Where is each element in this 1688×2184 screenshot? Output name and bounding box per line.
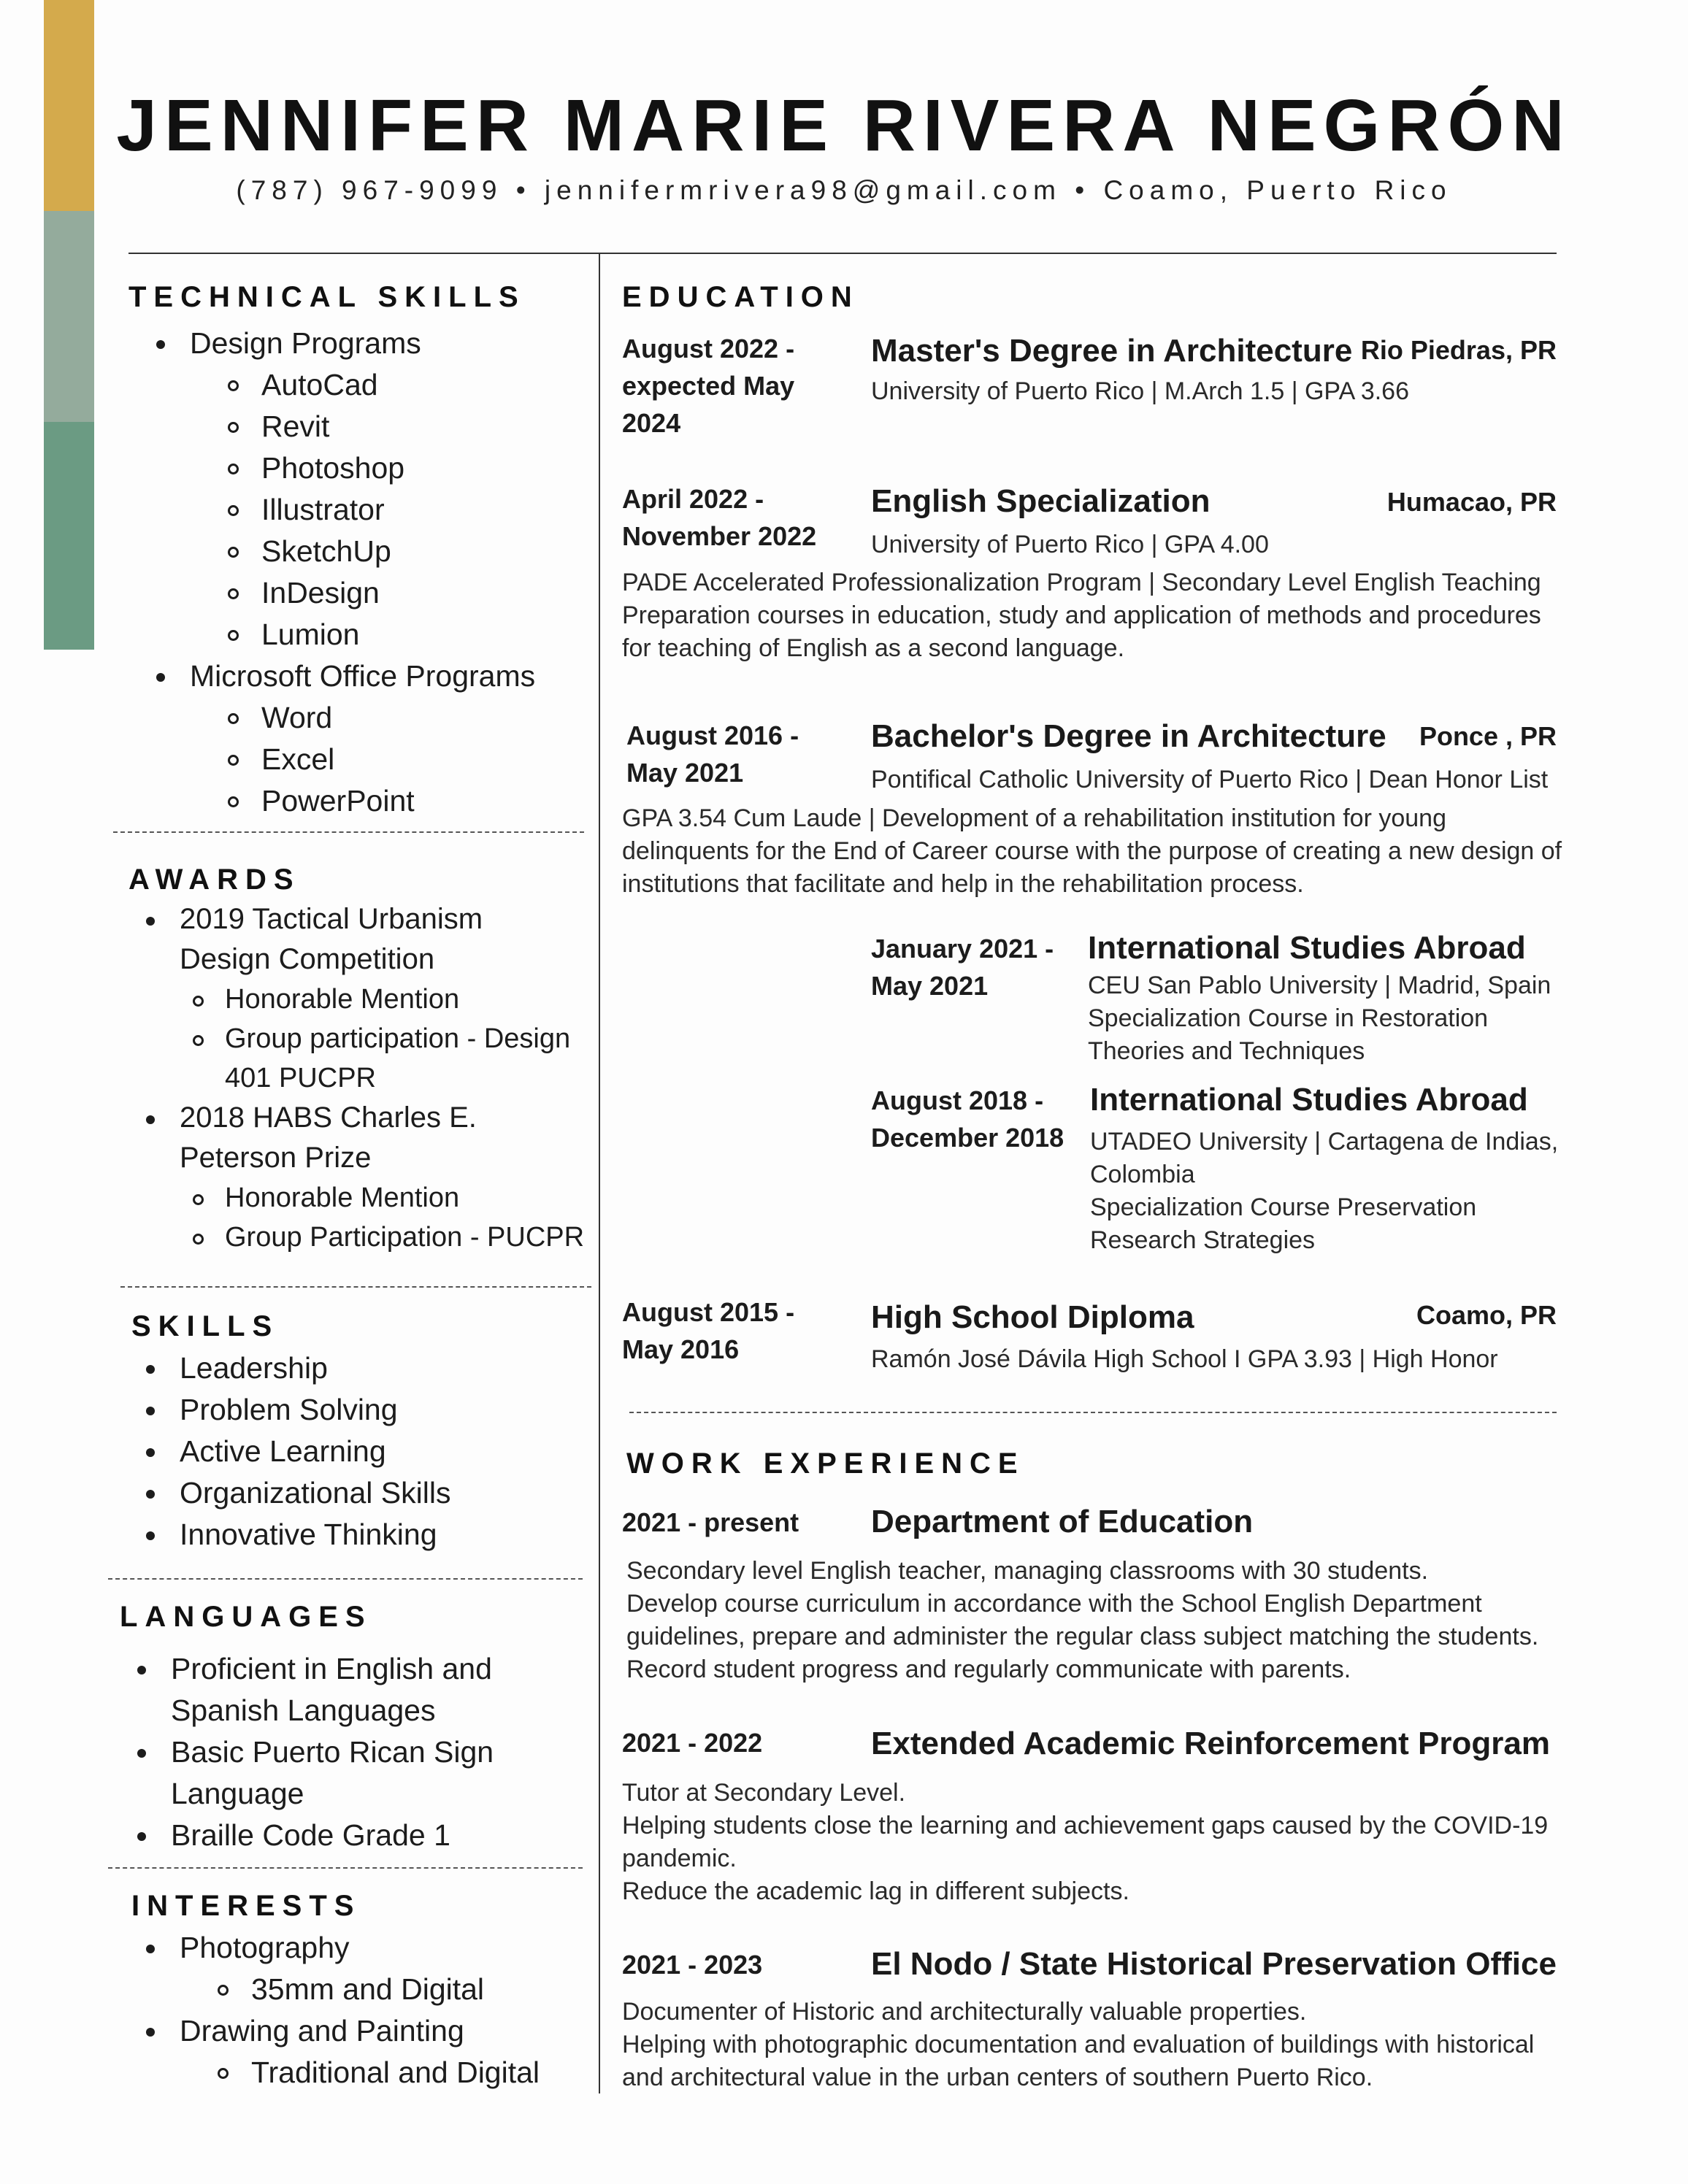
- accent-bar-sage: [44, 211, 94, 422]
- work-description: Documenter of Historic and architecturally valuable properties. Helping with photographic documentation and evaluation of buildings with historical and architectural value in the urban centers of southern Puerto Rico.: [622, 1998, 1535, 2091]
- list-item: Drawing and Painting Traditional and Digital: [145, 2010, 597, 2093]
- section-divider: [120, 1286, 591, 1288]
- education-description: GPA 3.54 Cum Laude | Development of a rehabilitation institution for young delinquents for the End of Career course with the purpose of creating a new design of institutions that facilitate and help in the rehabilitation process.: [622, 804, 1562, 898]
- list-item: AutoCad: [226, 364, 593, 406]
- technical-skills-heading: TECHNICAL SKILLS: [128, 281, 526, 313]
- education-date: January 2021 - May 2021: [871, 934, 1054, 1001]
- education-description: PADE Accelerated Professionalization Program | Secondary Level English Teaching Preparation courses in education, study and application of methods and procedures for teaching of English as a second language.: [622, 569, 1541, 662]
- education-title: International Studies Abroad: [1088, 930, 1526, 966]
- list-item: 2019 Tactical Urbanism Design Competition Honorable Mention Group participation - Design 401 PUCPR: [145, 899, 597, 1098]
- list-item: InDesign: [226, 572, 593, 614]
- resume-name: JENNIFER MARIE RIVERA NEGRÓN: [116, 85, 1572, 166]
- education-date: August 2018 - December 2018: [871, 1085, 1064, 1153]
- list-item: Proficient in English and Spanish Languages: [136, 1648, 588, 1731]
- list-item: Traditional and Digital: [216, 2052, 597, 2093]
- list-item: Group Participation - PUCPR: [191, 1218, 597, 1257]
- section-divider: [113, 831, 584, 833]
- education-details: UTADEO University | Cartagena de Indias, Colombia Specialization Course Preservation Research Strategies: [1090, 1128, 1559, 1254]
- education-details: CEU San Pablo University | Madrid, Spain Specialization Course in Restoration Theories and Techniques: [1088, 972, 1551, 1065]
- skills-list: [145, 1347, 583, 1556]
- education-details: Ramón José Dávila High School I GPA 3.93 | High Honor: [871, 1345, 1498, 1373]
- education-location: Coamo, PR: [1416, 1300, 1557, 1330]
- list-item: Revit: [226, 406, 593, 447]
- education-details: University of Puerto Rico | M.Arch 1.5 | GPA 3.66: [871, 377, 1409, 405]
- education-details: University of Puerto Rico | GPA 4.00: [871, 531, 1269, 558]
- languages-heading: LANGUAGES: [120, 1601, 372, 1633]
- list-item: 35mm and Digital: [216, 1969, 597, 2010]
- list-item: Active Learning: [145, 1431, 583, 1472]
- education-heading: EDUCATION: [622, 281, 859, 313]
- list-item: Leadership: [145, 1347, 583, 1389]
- work-date: 2021 - 2022: [622, 1728, 763, 1758]
- skills-heading: SKILLS: [131, 1310, 280, 1342]
- awards-list: [145, 899, 597, 1257]
- education-title: English Specialization: [871, 483, 1211, 519]
- education-title: High School Diploma: [871, 1299, 1194, 1335]
- list-item: Braille Code Grade 1: [136, 1815, 588, 1856]
- work-date: 2021 - 2023: [622, 1950, 763, 1980]
- education-details: Pontifical Catholic University of Puerto Rico | Dean Honor List: [871, 766, 1549, 793]
- list-item: Honorable Mention: [191, 980, 597, 1019]
- education-date: April 2022 - November 2022: [622, 484, 817, 551]
- education-title: International Studies Abroad: [1090, 1082, 1528, 1118]
- education-location: Humacao, PR: [1386, 487, 1557, 517]
- interests-heading: INTERESTS: [131, 1890, 361, 1922]
- column-divider: [599, 253, 600, 2093]
- list-item: Design Programs AutoCad Revit Photoshop Illustrator SketchUp InDesign Lumion: [155, 323, 593, 655]
- contact-line[interactable]: (787) 967-9099 • jennifermrivera98@gmail.com • Coamo, Puerto Rico: [236, 175, 1452, 205]
- work-date: 2021 - present: [622, 1507, 799, 1537]
- work-heading: WORK EXPERIENCE: [626, 1447, 1025, 1480]
- list-item: Word: [226, 697, 593, 739]
- list-item: Excel: [226, 739, 593, 780]
- header-divider: [128, 253, 1557, 254]
- list-item: Organizational Skills: [145, 1472, 583, 1514]
- list-item: Problem Solving: [145, 1389, 583, 1431]
- section-divider: [629, 1412, 1557, 1413]
- education-title: Master's Degree in Architecture: [871, 333, 1353, 369]
- work-title: El Nodo / State Historical Preservation Office: [871, 1946, 1557, 1982]
- education-date: August 2016 - May 2021: [626, 720, 799, 788]
- technical-skills-list: [155, 323, 593, 822]
- education-location: Ponce , PR: [1419, 721, 1557, 751]
- list-item: Photoshop: [226, 447, 593, 489]
- list-item: SketchUp: [226, 531, 593, 572]
- work-title: Extended Academic Reinforcement Program: [871, 1726, 1550, 1761]
- section-divider: [108, 1867, 583, 1869]
- accent-bar-green: [44, 422, 94, 650]
- work-description: Tutor at Secondary Level. Helping students close the learning and achievement gaps caused by the COVID-19 pandemic. Reduce the academic lag in different subjects.: [622, 1779, 1549, 1905]
- education-date: August 2022 - expected May 2024: [622, 334, 795, 438]
- section-divider: [108, 1578, 583, 1580]
- list-item: Group participation - Design 401 PUCPR: [191, 1019, 597, 1098]
- list-item: Microsoft Office Programs Word Excel PowerPoint: [155, 655, 593, 822]
- list-item: 2018 HABS Charles E. Peterson Prize Honorable Mention Group Participation - PUCPR: [145, 1098, 597, 1257]
- list-item: Illustrator: [226, 489, 593, 531]
- education-location: Rio Piedras, PR: [1360, 335, 1557, 365]
- list-item: Innovative Thinking: [145, 1514, 583, 1556]
- list-item: Photography 35mm and Digital: [145, 1927, 597, 2010]
- list-item: Lumion: [226, 614, 593, 655]
- languages-list: [136, 1648, 588, 1856]
- list-item: Basic Puerto Rican Sign Language: [136, 1731, 588, 1815]
- interests-list: [145, 1927, 597, 2093]
- list-item: PowerPoint: [226, 780, 593, 822]
- education-date: August 2015 - May 2016: [622, 1297, 795, 1364]
- list-item: Honorable Mention: [191, 1178, 597, 1218]
- work-title: Department of Education: [871, 1504, 1254, 1539]
- awards-heading: AWARDS: [128, 864, 301, 896]
- education-title: Bachelor's Degree in Architecture: [871, 718, 1386, 754]
- work-description: Secondary level English teacher, managing classrooms with 30 students. Develop course curriculum in accordance with the School English Department guidelines, prepare and administer the regular class subject matching the students. Record student progress and regularly communicate with parents.: [626, 1557, 1539, 1683]
